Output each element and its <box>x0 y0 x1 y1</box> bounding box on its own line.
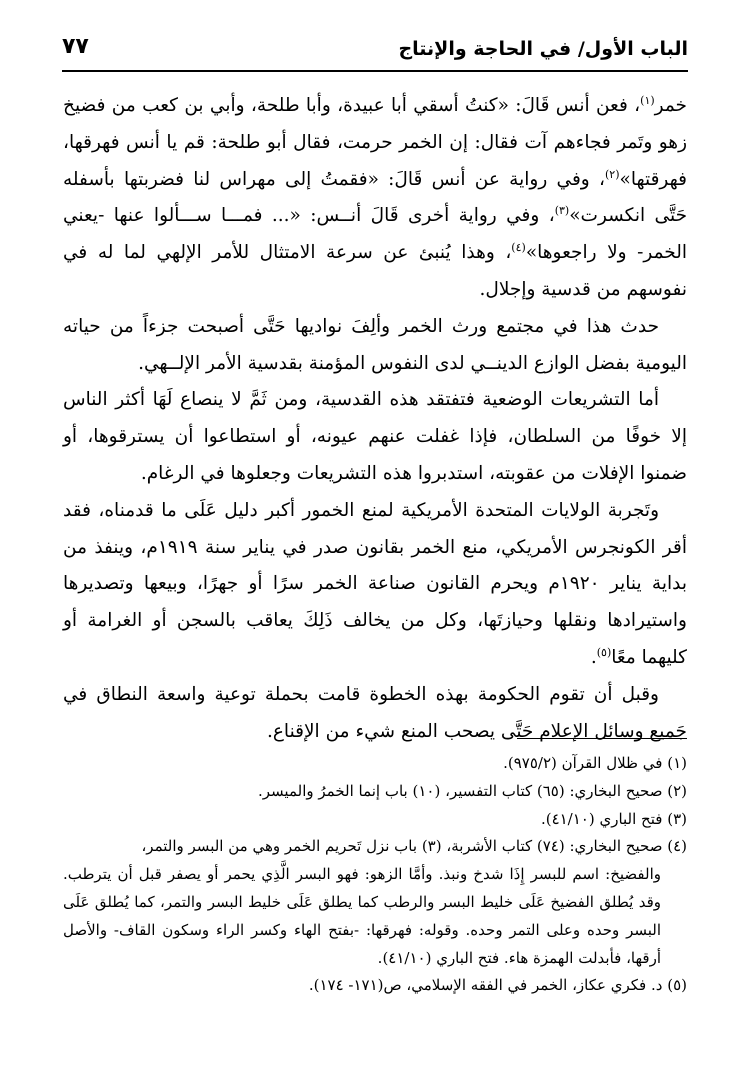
body-text <box>63 88 687 750</box>
paragraph <box>63 677 687 751</box>
paragraph-text: ، فعن أنس قَالَ: «كنتُ أسقي أبا عبيدة، وأبا طلحة، وأبي بن كعب من فضيخ زهو وتَمر فجاءهم آت فقال: إن الخمر حرمت، فقال أبو طلحة: قم يا أنس فهرقها، فهرقتها» <box>63 95 687 190</box>
footnote-item <box>63 778 687 806</box>
footnote-text: في ظلال القرآن (٩٧٥/٢). <box>503 754 663 772</box>
footnote-ref: (٥) <box>596 645 612 659</box>
paragraph-text: وقبل أن تقوم الحكومة بهذه الخطوة قامت بحملة توعية واسعة النطاق في جَميع وسائل الإعلام حَتَّى يصحب المنع شيء من الإقناع. <box>63 683 687 742</box>
footnote-text: صحيح البخاري: (٦٥) كتاب التفسير، (١٠) باب إنما الخمرُ والميسر. <box>258 781 663 800</box>
paragraph <box>63 382 687 492</box>
footnote-continuation <box>63 861 687 972</box>
footnote-number: (٤) <box>667 837 687 856</box>
footnote-separator <box>517 738 687 739</box>
paragraph-text: . <box>590 646 597 668</box>
footnote-number: (٥) <box>667 976 687 995</box>
footnote-number: (٣) <box>667 809 687 828</box>
paragraph-text: أما التشريعات الوضعية فتفتقد هذه القدسية، ومن ثَمَّ لا ينصاع لَهَا أكثر الناس إلا خوفًا من السلطان، فإذا غفلت عنهم عيونه، أو استطاعوا أن يسترقوها، أو ضمنوا الإفلات من عقوبته، استدبروا هذه التشريعات وجعلوها في الرغام. <box>63 389 687 484</box>
footnote-text: فتح الباري (٤١/١٠). <box>540 809 663 828</box>
paragraph <box>63 88 687 309</box>
paragraph-text: خمر <box>654 95 687 116</box>
footnote-ref: (١) <box>640 93 655 107</box>
footnote-item <box>63 806 687 834</box>
paragraph <box>63 309 687 383</box>
running-title: الباب الأول/ في الحاجة والإنتاج <box>398 38 688 60</box>
paragraph-text: ، وفي رواية أخرى قَالَ أنــس: «... فمـــا ســـألوا عنها -يعني الخمر- ولا راجعوها» <box>63 205 687 264</box>
footnote-ref: (٤) <box>511 241 526 255</box>
footnote-item <box>63 833 687 861</box>
footnote-ref: (٢) <box>604 167 620 181</box>
footnotes <box>63 750 687 1000</box>
footnote-ref: (٣) <box>554 204 570 218</box>
footnote-number: (١) <box>667 754 687 772</box>
footnote-number: (٢) <box>667 781 687 800</box>
paragraph-text: وتَجربة الولايات المتحدة الأمريكية لمنع الخمور أكبر دليل عَلَى ما قدمناه، فقد أقر الكونجرس الأمريكي، منع الخمر بقانون صدر في يناير سنة ١٩١٩م، وينفذ من بداية يناير ١٩٢٠م ويحرم القانون صناعة الخمر سرًا أو جهرًا، وبيعها وتصديرها واستيرادها ونقلها وحيازتَها، وكل من يخالف ذَلِكَ يعاقب بالسجن أو الغرامة أو كليهما معًا <box>63 499 688 668</box>
page-header <box>62 30 688 72</box>
footnote-text: والفضيخ: اسم للبسر إِذَا شدخ ونبذ. وأمَّا الزهو: فهو البسر الَّذِي يحمر أو يصفر قبل أن يترطب. وقد يُطلق الفضيخ عَلَى خليط البسر والرطب كما يطلق عَلَى خليط البسر والتمر، كما يُطلق عَلَى البسر وحده وعلى التمر وحده. وقوله: فهرقها: -بفتح الهاء وكسر الراء وسكون القاف- والأصل أرقها، فأبدلت الهمزة هاء. فتح الباري (٤١/١٠). <box>63 865 661 967</box>
footnote-text: د. فكري عكاز، الخمر في الفقه الإسلامي، ص(١٧١- ١٧٤). <box>308 976 663 995</box>
paragraph <box>63 493 687 677</box>
footnote-text: صحيح البخاري: (٧٤) كتاب الأشربة، (٣) باب نزل تَحريم الخمر وهي من البسر والتمر، <box>141 837 663 856</box>
page-number: ٧٧ <box>62 34 89 59</box>
paragraph-text: ، وفي رواية عن أنس قَالَ: «فقمتُ إلى مهراس لنا فضربتها بأسفله حَتَّى انكسرت» <box>63 168 687 227</box>
footnote-item <box>63 972 687 1000</box>
paragraph-text: ، وهذا يُنبئ عن سرعة الامتثال للأمر الإلهي لما له في نفوسهم من قدسية وإجلال. <box>63 242 687 300</box>
paragraph-text: حدث هذا في مجتمع ورث الخمر وألِفَ نواديها حَتَّى أصبحت جزءاً من حياته اليومية بفضل الوازع الدينــي لدى النفوس المؤمنة بقدسية الأمر الإلــهي. <box>63 315 687 374</box>
footnote-item <box>63 750 687 778</box>
